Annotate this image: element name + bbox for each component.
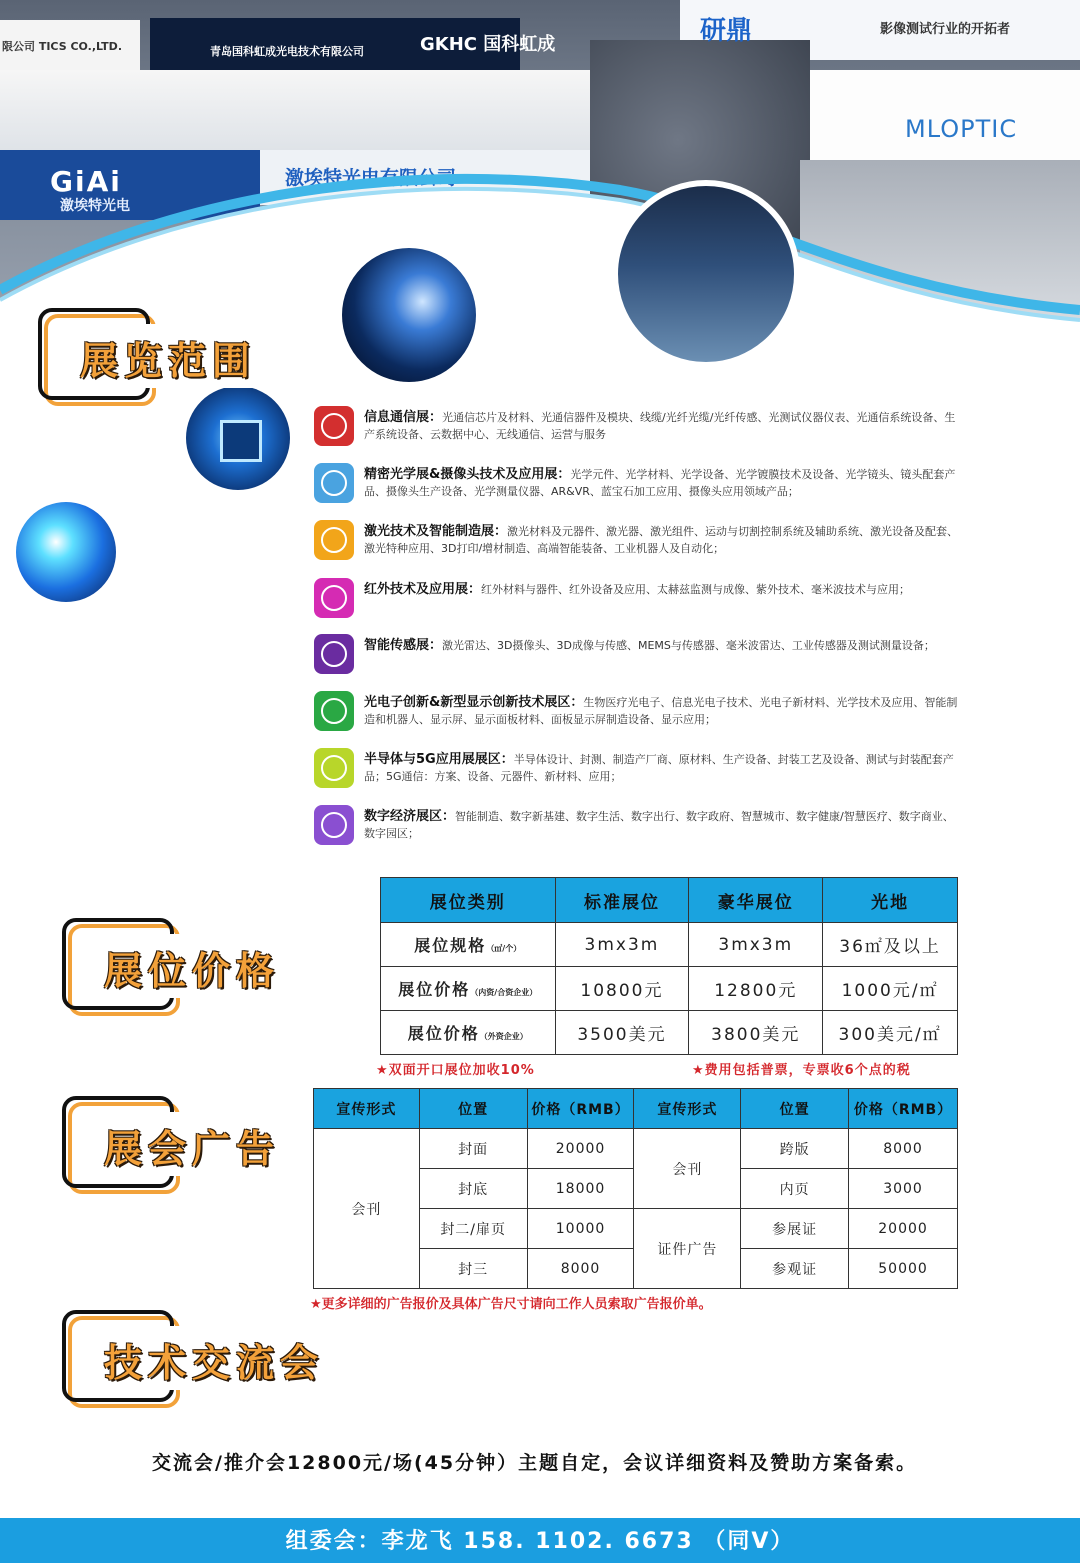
- category-desc: 半导体设计、封测、制造产厂商、原材料、生产设备、封装工艺及设备、测试与封装配套产品；5G通信：方案、设备、元器件、新材料、应用；: [364, 753, 954, 783]
- tech-exchange-text: 交流会/推介会12800元/场(45分钟）主题自定，会议详细资料及赞助方案备索。: [152, 1452, 918, 1474]
- table-header-row: [381, 878, 958, 923]
- table-header: 位置: [419, 1089, 527, 1129]
- optical-fiber-image: [16, 502, 116, 602]
- category-desc: 激光材料及元器件、激光器、激光组件、运动与切割控制系统及辅助系统、激光设备及配套、激光特种应用、3D打印/增材制造、高端智能装备、工业机器人及自动化；: [364, 525, 959, 555]
- table-row: 展位价格（外资企业） 3500美元 3800美元 300美元/㎡: [381, 1011, 958, 1055]
- exhibition-hall-image: [612, 180, 800, 368]
- category-item: [314, 691, 964, 731]
- category-title: 数字经济展区：: [364, 809, 456, 824]
- category-desc: 红外材料与器件、红外设备及应用、太赫兹监测与成像、紫外技术、毫米波技术与应用；: [481, 583, 911, 596]
- category-title: 激光技术及智能制造展：: [364, 524, 508, 539]
- robot-hand-image: [342, 248, 476, 382]
- booth-sign: 限公司 TICS CO.,LTD.: [2, 40, 122, 53]
- table-header: 豪华展位: [689, 878, 823, 923]
- table-row: 封二/扉页 10000 证件广告 参展证 20000: [314, 1209, 958, 1249]
- category-desc: 光通信芯片及材料、光通信器件及模块、线缆/光纤光缆/光纤传感、光测试仪器仪表、光通信系统设备、生产系统设备、云数据中心、无线通信、运营与服务: [364, 411, 956, 441]
- table-row: 展位价格（内资/合资企业） 10800元 12800元 1000元/㎡: [381, 967, 958, 1011]
- category-title: 半导体与5G应用展展区：: [364, 752, 514, 767]
- booth-sign: 研鼎: [700, 16, 753, 46]
- table-header: 标准展位: [555, 878, 689, 923]
- table-header-row: [314, 1089, 958, 1129]
- table-header: 光地: [823, 878, 958, 923]
- category-desc: 生物医疗光电子、信息光电子技术、光电子新材料、光学技术及应用、智能制造和机器人、显示屏、显示面板材料、面板显示屏制造设备、显示应用；: [364, 696, 958, 726]
- chip-icon: [314, 748, 354, 788]
- advert-note: ★更多详细的广告报价及具体广告尺寸请向工作人员索取广告报价单。: [310, 1297, 712, 1312]
- advert-price-table: [313, 1088, 958, 1289]
- laser-icon: [314, 520, 354, 560]
- eye-icon: [314, 634, 354, 674]
- booth-sign: 青岛国科虹成光电技术有限公司: [210, 45, 364, 58]
- booth-sign: MLOPTIC: [905, 115, 1018, 143]
- category-desc: 智能制造、数字新基建、数字生活、数字出行、数字政府、智慧城市、数字健康/智慧医疗、数字商业、数字园区；: [364, 810, 954, 840]
- table-header: 展位类别: [381, 878, 556, 923]
- category-item: [314, 406, 964, 446]
- category-title: 光电子创新&新型显示创新技术展区：: [364, 695, 584, 710]
- display-icon: [314, 691, 354, 731]
- booth-sign: GiAi: [50, 165, 122, 198]
- table-row: 封三 8000 参观证 50000: [314, 1249, 958, 1289]
- table-header: 宣传形式: [634, 1089, 741, 1129]
- category-desc: 激光雷达、3D摄像头、3D成像与传感、MEMS与传感器、毫米波雷达、工业传感器及测试测量设备；: [442, 639, 935, 652]
- booth-sign: 激埃特光电: [60, 198, 130, 214]
- table-row: 封底 18000 内页 3000: [314, 1169, 958, 1209]
- category-item: [314, 748, 964, 788]
- booth-sign: GKHC 国科虹成: [420, 34, 556, 55]
- booth-sign: 激埃特光电有限公司: [285, 167, 457, 189]
- category-title: 智能传感展：: [364, 638, 443, 653]
- infrared-icon: [314, 578, 354, 618]
- category-item: [314, 578, 964, 618]
- category-item: [314, 520, 964, 560]
- chip-image: [186, 386, 290, 490]
- lens-icon: [314, 463, 354, 503]
- category-desc: 光学元件、光学材料、光学设备、光学镀膜技术及设备、光学镜头、镜头配套产品、摄像头生产设备、光学测量仪器、AR&VR、蓝宝石加工应用、摄像头应用领域产品；: [364, 468, 956, 498]
- table-header: 价格（RMB）: [527, 1089, 634, 1129]
- category-title: 精密光学展&摄像头技术及应用展：: [364, 467, 571, 482]
- category-title: 信息通信展：: [364, 410, 443, 425]
- table-row: 展位规格（㎡/个） 3mx3m 3mx3m 36㎡及以上: [381, 923, 958, 967]
- category-item: [314, 634, 964, 674]
- signal-icon: [314, 406, 354, 446]
- category-item: [314, 805, 964, 845]
- brochure-page: 限公司 TICS CO.,LTD. 青岛国科虹成光电技术有限公司 GKHC 国科虹成 GiAi 激埃特光电 激埃特光电有限公司 研鼎 影像测试行业的开拓者 MLOPTIC 展览范围 信息通信展：光通信芯片及材料、光通信器件及模块、线缆/光纤光缆/光纤传感、光测试仪器仪表、光通信系统设备、生产系统设备、云数据中心、无线通信、运营与服务 精密光学展&摄像头技术及应用展：光学元件、光学材料、光学设备、光学镀膜技术及设备、光学镜头、镜头配套产品、摄像头生产设备、光学测量仪器、AR&VR、蓝宝石加工应用、摄像头应用领域产品； 激光技术及智能制造展：激光材料及元器件、激光器、激光组件、运动与切割控制系统及辅助系统、激光设备及配套、激光特种应用、3D打印/增材制造、高端智能装备、工业机器人及自动化； 红外技术及应用展：红外材料与器件、红外设备及应用、太赫兹监测与成像、紫外技术、毫米波技术与应用； 智能传感展：激光雷达、3D摄像头、3D成像与传感、MEMS与传感器、毫米波雷达、工业传感器及测试测量设备； 光电子创新&新型显示创新技术展区：生物医疗光电子、信息光电子技术、光电子新材料、光学技术及应用、智能制造和机器人、显示屏、显示面板材料、面板显示屏制造设备、显示应用； 半导体与5G应用展展区：半导体设计、封测、制造产厂商、原材料、生产设备、封装工艺及设备、测试与封装配套产品；5G通信：方案、设备、元器件、新材料、应用； 数字经济展区：智能制造、数字新基建、数字生活、数字出行、数字政府、智慧城市、数字健康/智慧医疗、数字商业、数字园区； 展位价格 展位类别 标准展位 豪华展位 光地 展位规格（㎡/个） 3mx3m 3mx3m 36㎡及以上 展位价格（内资/合资企业） 10800元 12800元 1000元/㎡ 展位价格（外资企业） 3500美元 3800美元 300美元/㎡ ★双面开口展位加收10% ★费用包括普票，专票收6个点的税 展会广告 宣传形式 位置 价格（RMB） 宣传形式 位置 价格（RMB） 会刊 封面 20000 会刊 跨版 8000 封底 18000 内页 3000 封二/扉页 10000 证件广告 参展证 20000 封三 8000 参观证 50000 ★更多详细的广告报价及具体广告尺寸请向工作人员索取广告报价单。 技术交流会 交流会/推介会12800元/场(45分钟）主题自定，会议详细资料及赞助方案备索。 组委会：李龙飞 158. 1102. 6673 （同V）: [0, 0, 1080, 1563]
- price-note-left: ★双面开口展位加收10%: [376, 1063, 535, 1078]
- booth-sign: 影像测试行业的开拓者: [880, 22, 1011, 37]
- contact-footer: 组委会：李龙飞 158. 1102. 6673 （同V）: [0, 1518, 1080, 1563]
- swirl-icon: [314, 805, 354, 845]
- table-header: 宣传形式: [314, 1089, 420, 1129]
- table-header: 价格（RMB）: [849, 1089, 958, 1129]
- table-header: 位置: [741, 1089, 849, 1129]
- category-title: 红外技术及应用展：: [364, 582, 482, 597]
- table-row: 会刊 封面 20000 会刊 跨版 8000: [314, 1129, 958, 1169]
- category-item: [314, 463, 964, 503]
- booth-price-table: [380, 877, 958, 1055]
- price-note-right: ★费用包括普票，专票收6个点的税: [692, 1063, 911, 1078]
